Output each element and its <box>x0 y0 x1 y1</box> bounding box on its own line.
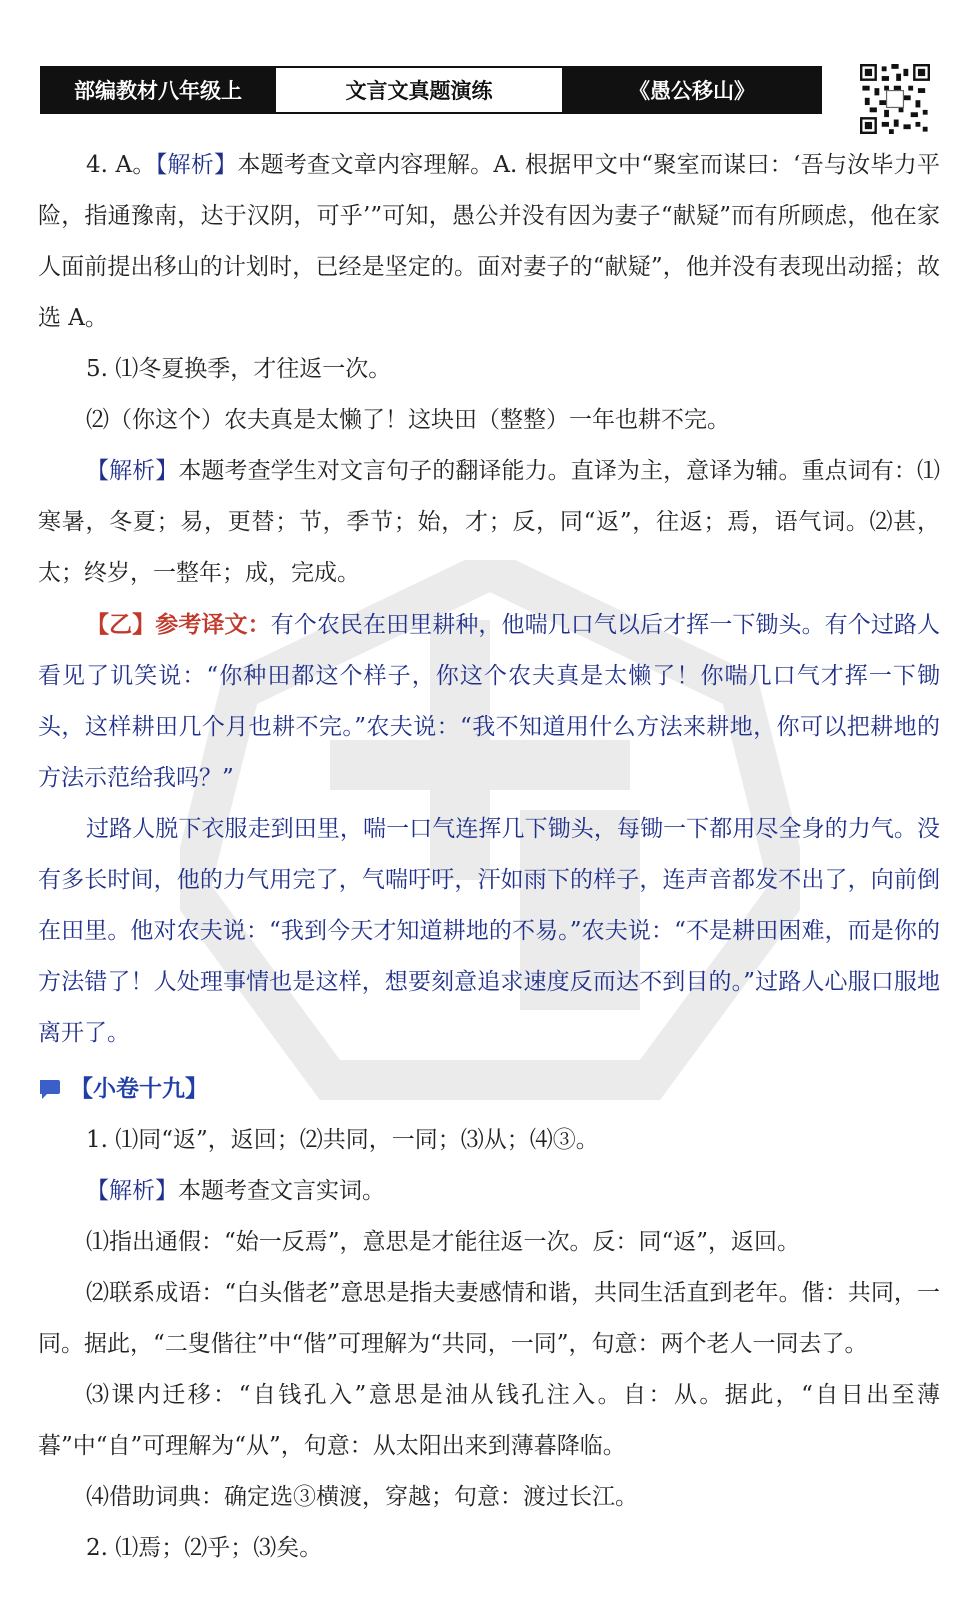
analysis-tag: 【乙】参考译文： <box>86 611 271 638</box>
paragraph-text: ⑵联系成语：“白头偕老”意思是指夫妻感情和谐，共同生活直到老年。偕：共同，一同。据此，“二叟偕往”中“偕”可理解为“共同，一同”，句意：两个老人一同去了。 <box>38 1280 940 1357</box>
paragraph-text: 有个农民在田里耕种，他喘几口气以后才挥一下锄头。有个过路人看见了讥笑说：“你种田都这个样子，你这个农夫真是太懒了！你喘几口气才挥一下锄头，这样耕田几个月也耕不完。”农夫说：“我不知道用什么方法来耕地，你可以把耕地的方法示范给我吗？” <box>38 612 941 791</box>
section-heading <box>38 1063 940 1115</box>
paragraph-text: 本题考查学生对文言句子的翻译能力。直译为主，意译为辅。重点词有：⑴寒暑，冬夏；易，更替；节，季节；始，才；反，同“返”，往返；焉，语气词。⑵甚，太；终岁，一整年；成，完成。 <box>38 458 941 586</box>
header-textbook-label: 部编教材八年级上 <box>42 68 274 112</box>
paragraph-text: 过路人脱下衣服走到田里，喘一口气连挥几下锄头，每锄一下都用尽全身的力气。没有多长时间，他的力气用完了，气喘吁吁，汗如雨下的样子，连声音都发不出了，向前倒在田里。他对农夫说：“我到今天才知道耕地的不易。”农夫说：“不是耕田困难，而是你的方法错了！人处理事情也是这样，想要刻意追求速度反而达不到目的。”过路人心服口服地离开了。 <box>38 816 940 1046</box>
paragraph-q5-analysis <box>38 446 940 599</box>
qr-code-icon[interactable] <box>860 64 930 134</box>
answer-block-2 <box>38 1115 940 1574</box>
paragraph-q5-2 <box>38 395 940 446</box>
paragraph-s1-a4 <box>38 1472 940 1523</box>
analysis-tag: 【解析】 <box>86 1178 178 1204</box>
answer-block-1 <box>38 140 940 1059</box>
paragraph-text: ⑵（你这个）农夫真是太懒了！这块田（整整）一年也耕不完。 <box>86 407 730 433</box>
paragraph-text: 4. A。 <box>86 152 156 178</box>
page-content <box>38 140 940 1574</box>
paragraph-text: ⑷借助词典：确定选③横渡，穿越；句意：渡过长江。 <box>86 1484 638 1510</box>
paragraph-yi-2 <box>38 804 940 1059</box>
paragraph-q4 <box>38 140 940 344</box>
paragraph-s1-a3 <box>38 1370 940 1472</box>
header-title-label: 《愚公移山》 <box>564 68 820 112</box>
header-bar <box>40 66 822 114</box>
paragraph-s1-a1 <box>38 1217 940 1268</box>
bookmark-icon <box>38 1078 62 1100</box>
paragraph-text: 2. ⑴焉；⑵乎；⑶矣。 <box>86 1535 323 1561</box>
paragraph-q5-1 <box>38 344 940 395</box>
paragraph-text: 1. ⑴同“返”，返回；⑵共同，一同；⑶从；⑷③。 <box>86 1127 599 1153</box>
paragraph-s1-a2 <box>38 1268 940 1370</box>
header-section-label: 文言文真题演练 <box>274 68 564 112</box>
paragraph-text: ⑴指出通假：“始一反焉”，意思是才能往返一次。反：同“返”，返回。 <box>86 1229 801 1255</box>
paragraph-s1 <box>38 1115 940 1166</box>
section-title: 【小卷十九】 <box>70 1075 208 1102</box>
paragraph-text: 本题考查文言实词。 <box>178 1178 385 1204</box>
paragraph-text: 5. ⑴冬夏换季，才往返一次。 <box>86 356 392 382</box>
analysis-tag: 【解析】 <box>86 458 179 484</box>
paragraph-s2 <box>38 1523 940 1574</box>
paragraph-text: ⑶课内迁移：“自钱孔入”意思是油从钱孔注入。自：从。据此，“自日出至薄暮”中“自”可理解为“从”，句意：从太阳出来到薄暮降临。 <box>38 1382 940 1459</box>
analysis-tag: 【解析】 <box>155 152 238 178</box>
paragraph-s1-analysis <box>38 1166 940 1217</box>
paragraph-yi-1 <box>38 599 940 804</box>
paragraph-text: 本题考查文章内容理解。A. 根据甲文中“聚室而谋曰：‘吾与汝毕力平险，指通豫南，达于汉阴，可乎’”可知，愚公并没有因为妻子“献疑”而有所顾虑，他在家人面前提出移山的计划时，已经是坚定的。面对妻子的“献疑”，他并没有表现出动摇；故选 A。 <box>38 152 940 331</box>
